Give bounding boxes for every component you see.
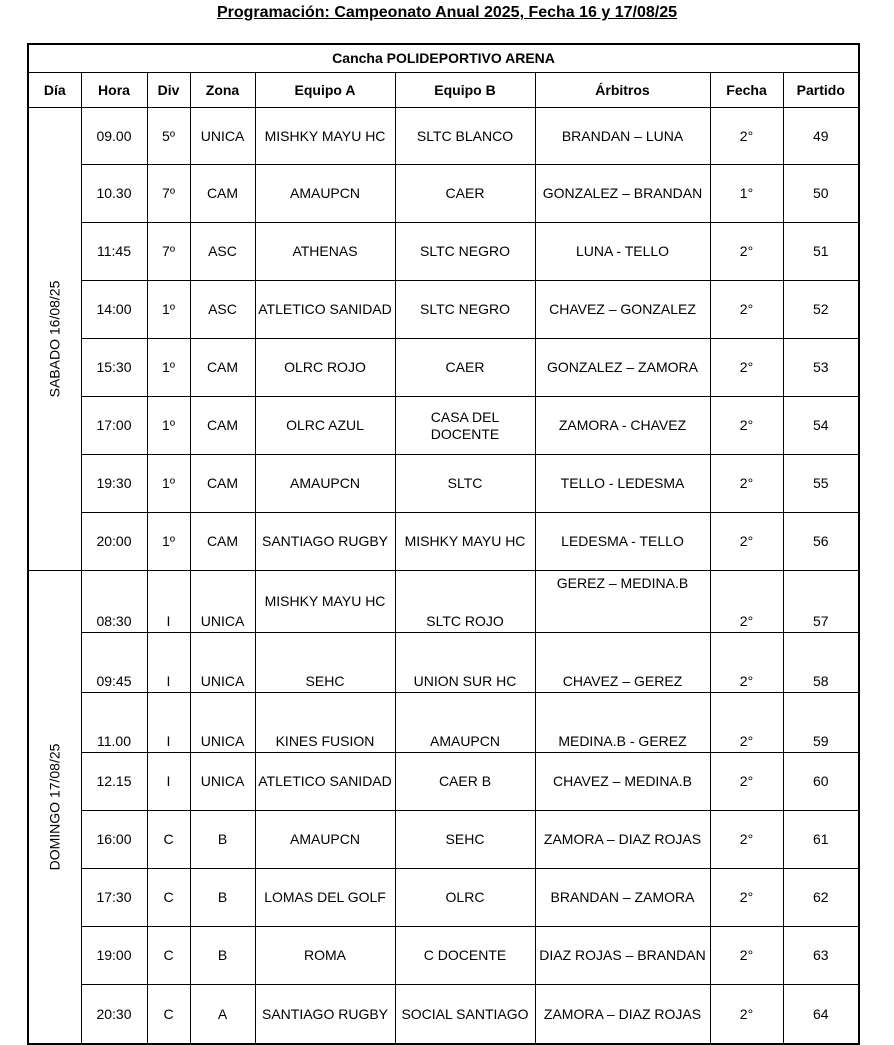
cell-equipo-a: AMAUPCN — [255, 811, 395, 869]
cell-zona: UNICA — [190, 108, 255, 165]
cell-partido: 52 — [783, 281, 859, 339]
col-header-fecha: Fecha — [710, 73, 783, 108]
cell-fecha: 2° — [710, 513, 783, 571]
cell-zona: CAM — [190, 513, 255, 571]
cell-equipo-a: SANTIAGO RUGBY — [255, 985, 395, 1045]
cell-equipo-a: MISHKY MAYU HC — [255, 571, 395, 633]
schedule-table — [27, 43, 860, 1045]
table-row — [28, 927, 859, 985]
cell-equipo-b: CASA DEL DOCENTE — [395, 397, 535, 455]
table-row — [28, 281, 859, 339]
cell-arbitros: ZAMORA – DIAZ ROJAS — [535, 811, 710, 869]
cell-hora: 11:45 — [81, 223, 147, 281]
cell-hora: 09:45 — [81, 633, 147, 693]
cell-arbitros: MEDINA.B - GEREZ — [535, 693, 710, 753]
col-header-div: Div — [147, 73, 190, 108]
cell-partido: 61 — [783, 811, 859, 869]
cell-zona: UNICA — [190, 753, 255, 811]
cell-hora: 20:00 — [81, 513, 147, 571]
column-headers — [28, 73, 859, 108]
cell-div: C — [147, 811, 190, 869]
cell-partido: 58 — [783, 633, 859, 693]
cell-arbitros: ZAMORA – DIAZ ROJAS — [535, 985, 710, 1045]
cell-fecha: 2° — [710, 633, 783, 693]
cell-fecha: 2° — [710, 339, 783, 397]
cell-hora: 19:00 — [81, 927, 147, 985]
cell-fecha: 2° — [710, 281, 783, 339]
cell-arbitros: LUNA - TELLO — [535, 223, 710, 281]
cell-div: 7º — [147, 223, 190, 281]
cell-equipo-a: OLRC AZUL — [255, 397, 395, 455]
cell-hora: 10.30 — [81, 165, 147, 223]
cell-div: I — [147, 693, 190, 753]
cell-equipo-a: KINES FUSION — [255, 693, 395, 753]
cell-arbitros: GONZALEZ – ZAMORA — [535, 339, 710, 397]
page-title: Programación: Campeonato Anual 2025, Fecha 16 y 17/08/25 — [216, 4, 678, 21]
cell-equipo-b: CAER B — [395, 753, 535, 811]
cell-div: 1º — [147, 513, 190, 571]
col-header-equipo-b: Equipo B — [395, 73, 535, 108]
cell-arbitros: DIAZ ROJAS – BRANDAN — [535, 927, 710, 985]
cell-equipo-b: C DOCENTE — [395, 927, 535, 985]
cell-equipo-b: SLTC NEGRO — [395, 223, 535, 281]
cell-zona: UNICA — [190, 633, 255, 693]
cell-hora: 16:00 — [81, 811, 147, 869]
cell-fecha: 2° — [710, 571, 783, 633]
cell-div: 1º — [147, 281, 190, 339]
table-row — [28, 165, 859, 223]
cell-zona: B — [190, 927, 255, 985]
cell-fecha: 2° — [710, 108, 783, 165]
cell-div: I — [147, 571, 190, 633]
court-header: Cancha POLIDEPORTIVO ARENA — [28, 44, 859, 73]
cell-zona: ASC — [190, 223, 255, 281]
cell-equipo-a: OLRC ROJO — [255, 339, 395, 397]
table-row — [28, 693, 859, 753]
cell-div: I — [147, 633, 190, 693]
cell-arbitros: CHAVEZ – GEREZ — [535, 633, 710, 693]
table-row — [28, 633, 859, 693]
cell-equipo-b: SLTC — [395, 455, 535, 513]
cell-hora: 17:00 — [81, 397, 147, 455]
cell-equipo-a: AMAUPCN — [255, 455, 395, 513]
cell-div: 1º — [147, 397, 190, 455]
table-row — [28, 513, 859, 571]
cell-partido: 59 — [783, 693, 859, 753]
cell-fecha: 2° — [710, 927, 783, 985]
schedule-body — [28, 108, 859, 1045]
cell-fecha: 1° — [710, 165, 783, 223]
cell-hora: 12.15 — [81, 753, 147, 811]
cell-arbitros: LEDESMA - TELLO — [535, 513, 710, 571]
cell-equipo-b: SLTC ROJO — [395, 571, 535, 633]
cell-equipo-b: CAER — [395, 339, 535, 397]
col-header-partido: Partido — [783, 73, 859, 108]
cell-zona: CAM — [190, 339, 255, 397]
cell-equipo-a: SEHC — [255, 633, 395, 693]
col-header-arbitros: Árbitros — [535, 73, 710, 108]
cell-hora: 20:30 — [81, 985, 147, 1045]
cell-zona: A — [190, 985, 255, 1045]
cell-zona: UNICA — [190, 571, 255, 633]
cell-zona: B — [190, 811, 255, 869]
day-cell — [28, 108, 81, 571]
cell-arbitros: TELLO - LEDESMA — [535, 455, 710, 513]
cell-partido: 55 — [783, 455, 859, 513]
cell-equipo-b: SOCIAL SANTIAGO — [395, 985, 535, 1045]
table-row — [28, 571, 859, 633]
cell-partido: 51 — [783, 223, 859, 281]
cell-hora: 14:00 — [81, 281, 147, 339]
cell-zona: UNICA — [190, 693, 255, 753]
cell-fecha: 2° — [710, 455, 783, 513]
cell-partido: 53 — [783, 339, 859, 397]
cell-equipo-b: UNION SUR HC — [395, 633, 535, 693]
cell-fecha: 2° — [710, 811, 783, 869]
cell-equipo-a: LOMAS DEL GOLF — [255, 869, 395, 927]
cell-equipo-b: SEHC — [395, 811, 535, 869]
table-row — [28, 753, 859, 811]
cell-arbitros: BRANDAN – LUNA — [535, 108, 710, 165]
cell-partido: 64 — [783, 985, 859, 1045]
cell-div: I — [147, 753, 190, 811]
cell-zona: B — [190, 869, 255, 927]
cell-div: C — [147, 927, 190, 985]
cell-fecha: 2° — [710, 985, 783, 1045]
table-row — [28, 455, 859, 513]
cell-equipo-a: SANTIAGO RUGBY — [255, 513, 395, 571]
cell-fecha: 2° — [710, 869, 783, 927]
cell-fecha: 2° — [710, 397, 783, 455]
cell-arbitros: GONZALEZ – BRANDAN — [535, 165, 710, 223]
cell-fecha: 2° — [710, 753, 783, 811]
cell-equipo-b: AMAUPCN — [395, 693, 535, 753]
cell-equipo-a: ATHENAS — [255, 223, 395, 281]
cell-equipo-a: ROMA — [255, 927, 395, 985]
table-row — [28, 223, 859, 281]
cell-zona: CAM — [190, 165, 255, 223]
cell-hora: 09.00 — [81, 108, 147, 165]
cell-partido: 60 — [783, 753, 859, 811]
day-label: DOMINGO 17/08/25 — [46, 743, 63, 871]
col-header-zona: Zona — [190, 73, 255, 108]
cell-hora: 17:30 — [81, 869, 147, 927]
cell-zona: ASC — [190, 281, 255, 339]
col-header-dia: Día — [28, 73, 81, 108]
table-row — [28, 811, 859, 869]
cell-equipo-a: ATLETICO SANIDAD — [255, 281, 395, 339]
cell-equipo-b: SLTC BLANCO — [395, 108, 535, 165]
cell-arbitros: CHAVEZ – MEDINA.B — [535, 753, 710, 811]
cell-partido: 62 — [783, 869, 859, 927]
cell-partido: 57 — [783, 571, 859, 633]
cell-partido: 49 — [783, 108, 859, 165]
day-label: SABADO 16/08/25 — [46, 280, 63, 398]
cell-hora: 15:30 — [81, 339, 147, 397]
cell-zona: CAM — [190, 455, 255, 513]
cell-arbitros: BRANDAN – ZAMORA — [535, 869, 710, 927]
day-cell — [28, 571, 81, 1045]
cell-div: 1º — [147, 339, 190, 397]
table-row — [28, 397, 859, 455]
cell-equipo-a: AMAUPCN — [255, 165, 395, 223]
col-header-equipo-a: Equipo A — [255, 73, 395, 108]
cell-equipo-b: SLTC NEGRO — [395, 281, 535, 339]
table-row — [28, 339, 859, 397]
table-row — [28, 108, 859, 165]
cell-fecha: 2° — [710, 693, 783, 753]
cell-arbitros: ZAMORA - CHAVEZ — [535, 397, 710, 455]
cell-div: 1º — [147, 455, 190, 513]
cell-partido: 63 — [783, 927, 859, 985]
cell-partido: 56 — [783, 513, 859, 571]
cell-div: 5º — [147, 108, 190, 165]
cell-hora: 19:30 — [81, 455, 147, 513]
cell-equipo-b: MISHKY MAYU HC — [395, 513, 535, 571]
cell-equipo-b: CAER — [395, 165, 535, 223]
table-row — [28, 869, 859, 927]
cell-partido: 54 — [783, 397, 859, 455]
cell-div: C — [147, 985, 190, 1045]
table-row — [28, 985, 859, 1045]
cell-equipo-a: MISHKY MAYU HC — [255, 108, 395, 165]
cell-zona: CAM — [190, 397, 255, 455]
col-header-hora: Hora — [81, 73, 147, 108]
cell-equipo-b: OLRC — [395, 869, 535, 927]
cell-div: 7º — [147, 165, 190, 223]
cell-arbitros: CHAVEZ – GONZALEZ — [535, 281, 710, 339]
cell-partido: 50 — [783, 165, 859, 223]
cell-hora: 08:30 — [81, 571, 147, 633]
cell-div: C — [147, 869, 190, 927]
cell-equipo-a: ATLETICO SANIDAD — [255, 753, 395, 811]
cell-arbitros: GEREZ – MEDINA.B — [535, 571, 710, 633]
cell-hora: 11.00 — [81, 693, 147, 753]
cell-fecha: 2° — [710, 223, 783, 281]
